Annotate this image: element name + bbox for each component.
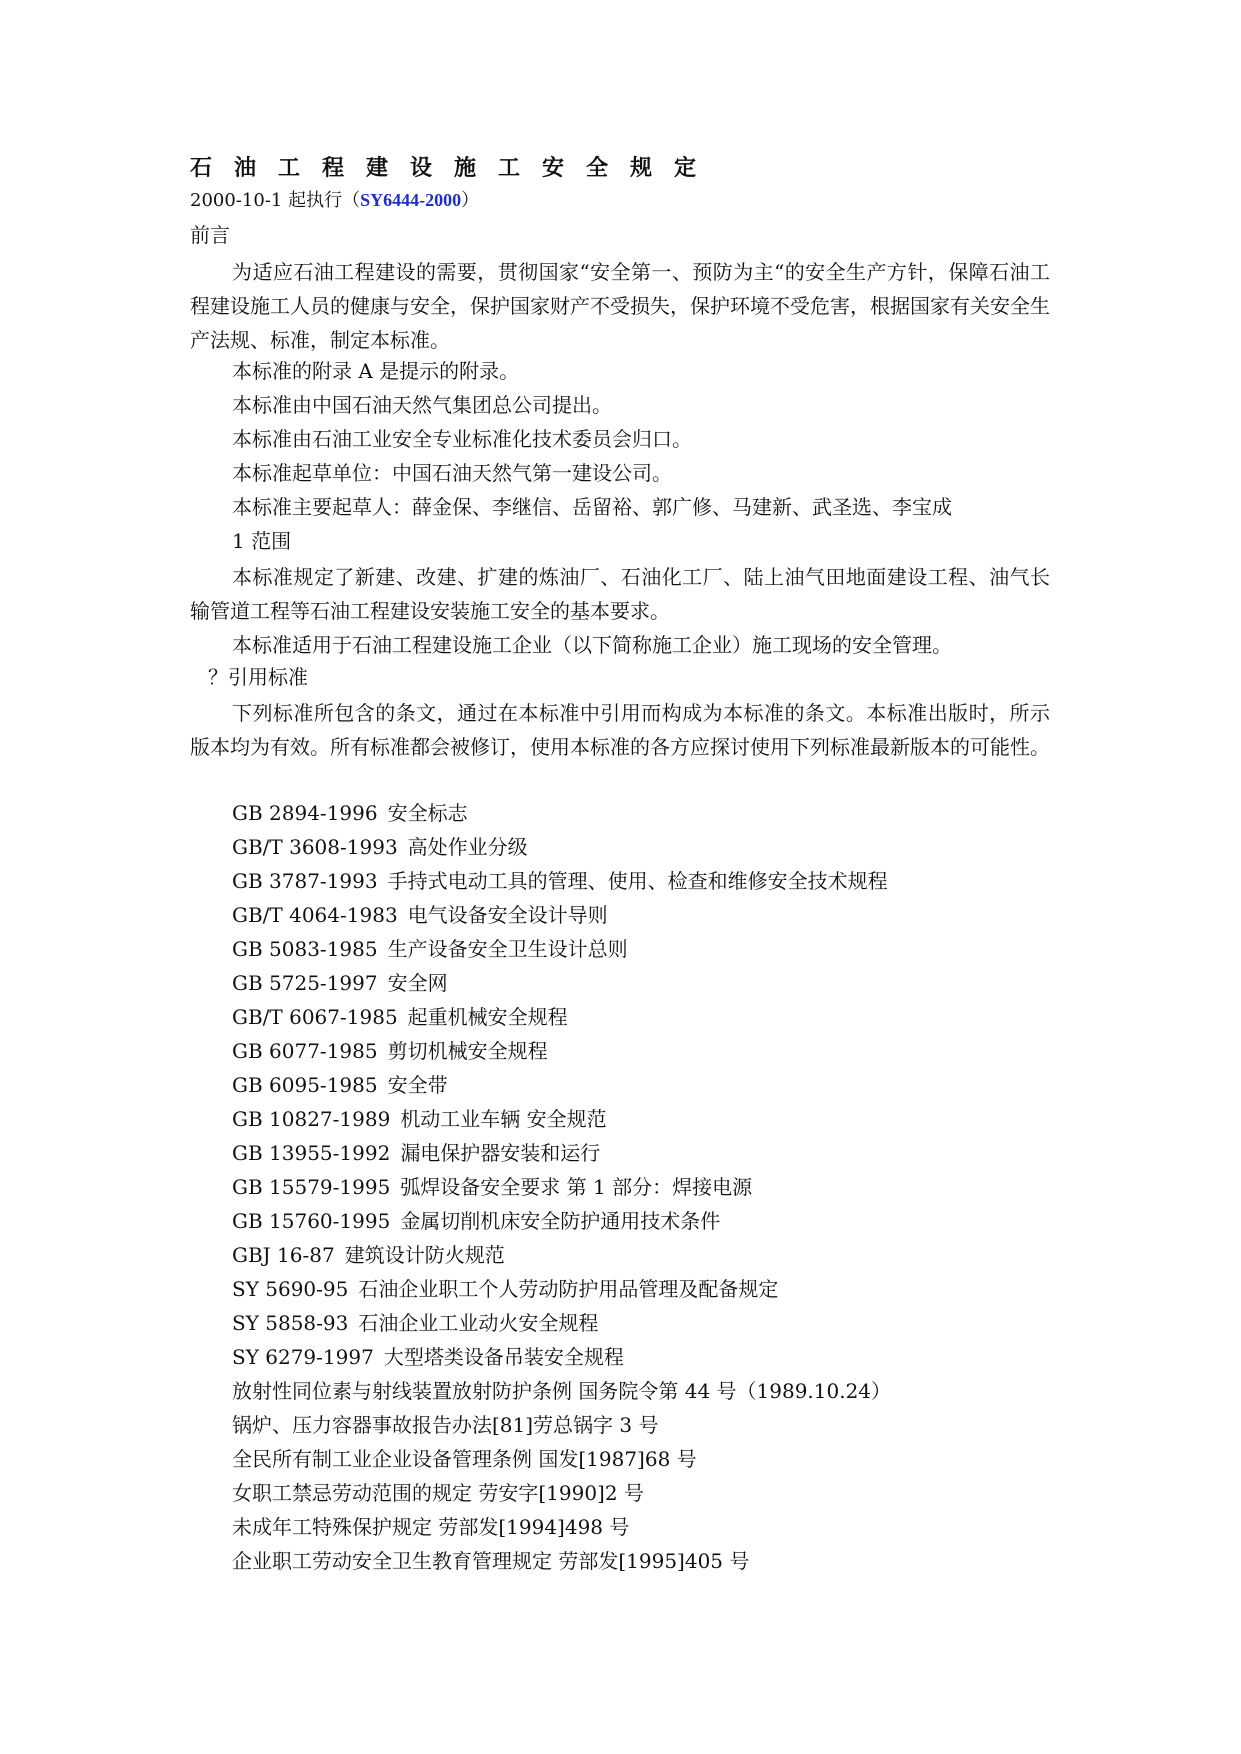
reference-item	[232, 936, 628, 962]
preface-line: 本标准由中国石油天然气集团总公司提出。	[232, 393, 612, 417]
reference-code: GBJ 16-87	[232, 1243, 335, 1267]
reference-item	[232, 1038, 548, 1064]
reference-code: GB/T 6067-1985	[232, 1005, 398, 1029]
reference-name: 手持式电动工具的管理、使用、检查和维修安全技术规程	[387, 869, 888, 893]
preface-paragraph: 为适应石油工程建设的需要，贯彻国家“安全第一、预防为主“的安全生产方针，保障石油工程建设施工人员的健康与安全，保护国家财产不受损失，保护环境不受危害，根据国家有关安全生产法规、标准，制定本标准。	[190, 260, 1050, 352]
regulation-item: 女职工禁忌劳动范围的规定 劳安字[1990]2 号	[232, 1481, 644, 1505]
reference-name: 安全带	[387, 1073, 448, 1097]
effective-date-line	[190, 187, 479, 214]
document-title: 石油工程建设施工安全规定	[190, 155, 719, 181]
reference-code: GB/T 3608-1993	[232, 835, 398, 859]
preface-line: 本标准的附录 A 是提示的附录。	[232, 359, 520, 383]
reference-name: 起重机械安全规程	[407, 1005, 568, 1029]
reference-name: 电气设备安全设计导则	[407, 903, 608, 927]
reference-code: SY 5690-95	[232, 1277, 349, 1301]
reference-name: 金属切削机床安全防护通用技术条件	[400, 1209, 721, 1233]
reference-item	[232, 1242, 505, 1268]
reference-item	[232, 1140, 600, 1166]
reference-item	[232, 800, 468, 826]
reference-code: GB 5083-1985	[232, 937, 378, 961]
reference-name: 高处作业分级	[407, 835, 528, 859]
reference-name: 安全标志	[387, 801, 468, 825]
preface-heading: 前言	[190, 223, 230, 247]
reference-code: GB 6077-1985	[232, 1039, 378, 1063]
reference-code: GB 6095-1985	[232, 1073, 378, 1097]
effective-text: 起执行（	[282, 190, 361, 211]
reference-name: 弧焊设备安全要求 第 1 部分：焊接电源	[400, 1175, 753, 1199]
reference-item	[232, 834, 528, 860]
regulation-item: 全民所有制工业企业设备管理条例 国发[1987]68 号	[232, 1447, 697, 1471]
reference-item	[232, 1276, 778, 1302]
preface-line: 本标准起草单位：中国石油天然气第一建设公司。	[232, 461, 672, 485]
standard-code-link[interactable]: SY6444-2000	[360, 190, 462, 210]
section-1-paragraph: 本标准规定了新建、改建、扩建的炼油厂、石油化工厂、陆上油气田地面建设工程、油气长输管道工程等石油工程建设安装施工安全的基本要求。	[190, 565, 1050, 623]
reference-item	[232, 1208, 720, 1234]
reference-code: SY 5858-93	[232, 1311, 349, 1335]
reference-code: GB/T 4064-1983	[232, 903, 398, 927]
reference-item	[232, 1174, 752, 1200]
reference-item	[232, 1106, 607, 1132]
preface-line: 本标准由石油工业安全专业标准化技术委员会归口。	[232, 427, 692, 451]
reference-code: GB 15760-1995	[232, 1209, 391, 1233]
reference-name: 石油企业工业动火安全规程	[358, 1311, 599, 1335]
reference-item	[232, 868, 888, 894]
regulation-item: 锅炉、压力容器事故报告办法[81]劳总锅字 3 号	[232, 1413, 659, 1437]
reference-code: GB 13955-1992	[232, 1141, 391, 1165]
reference-name: 建筑设计防火规范	[344, 1243, 505, 1267]
reference-item	[232, 902, 608, 928]
reference-name: 生产设备安全卫生设计总则	[387, 937, 628, 961]
reference-code: SY 6279-1997	[232, 1345, 374, 1369]
reference-name: 剪切机械安全规程	[387, 1039, 548, 1063]
reference-code: GB 10827-1989	[232, 1107, 391, 1131]
reference-code: GB 3787-1993	[232, 869, 378, 893]
reference-item	[232, 1072, 448, 1098]
section-2-heading: ？引用标准	[208, 665, 308, 689]
section-1-paragraph: 本标准适用于石油工程建设施工企业（以下简称施工企业）施工现场的安全管理。	[232, 633, 952, 657]
preface-line: 本标准主要起草人：薛金保、李继信、岳留裕、郭广修、马建新、武圣选、李宝成	[232, 495, 952, 519]
regulation-item: 未成年工特殊保护规定 劳部发[1994]498 号	[232, 1515, 630, 1539]
reference-code: GB 15579-1995	[232, 1175, 391, 1199]
reference-name: 安全网	[387, 971, 448, 995]
reference-item	[232, 1004, 568, 1030]
reference-item	[232, 1344, 624, 1370]
regulation-item: 企业职工劳动安全卫生教育管理规定 劳部发[1995]405 号	[232, 1549, 750, 1573]
reference-item	[232, 970, 448, 996]
reference-name: 大型塔类设备吊装安全规程	[383, 1345, 624, 1369]
effective-close: ）	[461, 190, 480, 211]
section-1-heading: 1 范围	[232, 529, 292, 553]
reference-name: 石油企业职工个人劳动防护用品管理及配备规定	[358, 1277, 779, 1301]
reference-item	[232, 1310, 598, 1336]
effective-date: 2000-10-1	[190, 190, 283, 211]
section-2-paragraph: 下列标准所包含的条文，通过在本标准中引用而构成为本标准的条文。本标准出版时，所示版本均为有效。所有标准都会被修订，使用本标准的各方应探讨使用下列标准最新版本的可能性。	[190, 701, 1050, 759]
reference-code: GB 2894-1996	[232, 801, 378, 825]
reference-name: 机动工业车辆 安全规范	[400, 1107, 607, 1131]
regulation-item: 放射性同位素与射线装置放射防护条例 国务院令第 44 号（1989.10.24）	[232, 1379, 892, 1403]
reference-name: 漏电保护器安装和运行	[400, 1141, 601, 1165]
reference-code: GB 5725-1997	[232, 971, 378, 995]
